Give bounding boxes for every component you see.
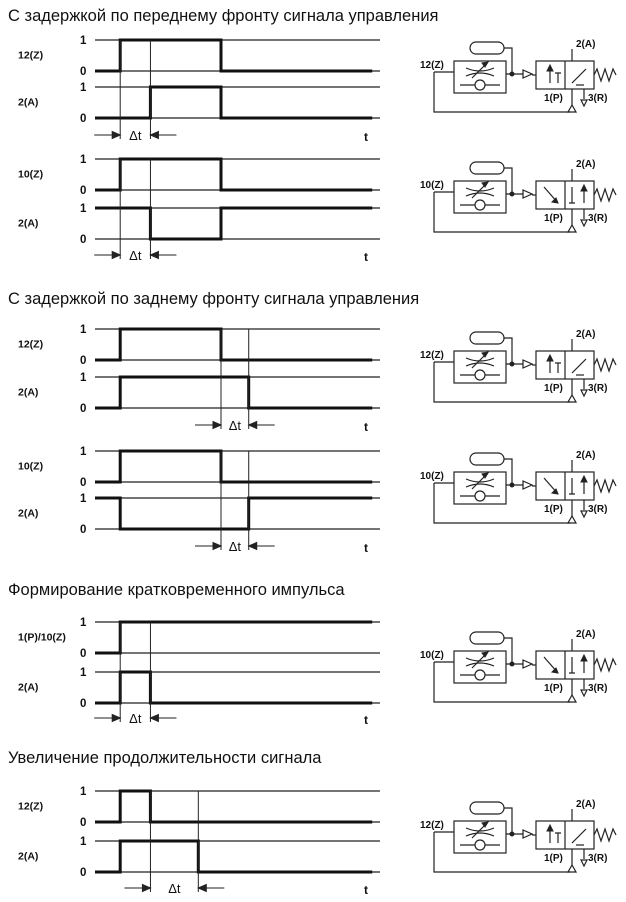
blocked-port-icon bbox=[555, 363, 561, 373]
pilot-port-label: 10(Z) bbox=[420, 650, 444, 661]
level-zero-label: 0 bbox=[80, 698, 87, 710]
delay-annotation bbox=[124, 791, 368, 897]
control-signal bbox=[18, 324, 380, 367]
throttle-block bbox=[454, 472, 506, 504]
section-trailing-edge-delay bbox=[8, 290, 616, 555]
section-title: Формирование кратковременного импульса bbox=[8, 581, 345, 599]
check-valve-icon bbox=[475, 370, 485, 380]
pilot-port-label: 12(Z) bbox=[420, 350, 444, 361]
check-valve-icon bbox=[475, 840, 485, 850]
signal-label: 1(P)/10(Z) bbox=[18, 631, 66, 644]
air-reservoir-icon bbox=[470, 332, 504, 344]
arrow-left-head bbox=[112, 132, 120, 139]
level-one-label: 1 bbox=[80, 35, 87, 47]
junction-dot bbox=[510, 362, 514, 366]
level-zero-label: 0 bbox=[80, 817, 87, 829]
time-axis-label: t bbox=[364, 250, 368, 264]
exhaust-icon bbox=[581, 860, 587, 866]
control-signal bbox=[18, 446, 380, 489]
supply-port-label: 1(P) bbox=[544, 683, 563, 694]
throttle-block bbox=[454, 61, 506, 93]
delay-annotation bbox=[94, 40, 368, 144]
output-port-label: 2(A) bbox=[576, 629, 596, 640]
level-one-label: 1 bbox=[80, 667, 87, 679]
arrow-left-head bbox=[112, 252, 120, 259]
delay-annotation bbox=[195, 329, 368, 434]
time-axis-label: t bbox=[364, 713, 368, 727]
supply-source-icon bbox=[568, 395, 576, 402]
adjust-arrow-head bbox=[482, 352, 488, 357]
check-valve-icon bbox=[475, 200, 485, 210]
diagonal-flow-path bbox=[572, 829, 586, 843]
time-axis-label: t bbox=[364, 883, 368, 897]
pneumatic-valve-schematic bbox=[420, 799, 616, 872]
air-reservoir-icon bbox=[470, 162, 504, 174]
throttle-curve bbox=[466, 363, 494, 366]
signal-label: 2(A) bbox=[18, 386, 39, 399]
timing-group bbox=[18, 35, 616, 144]
level-zero-label: 0 bbox=[80, 66, 87, 78]
waveform bbox=[95, 87, 372, 118]
control-signal bbox=[18, 786, 380, 829]
flow-arrow-icon bbox=[523, 360, 532, 368]
waveform bbox=[95, 329, 372, 360]
supply-source-icon bbox=[568, 695, 576, 702]
diagonal-flow-path bbox=[572, 69, 586, 83]
blocked-port-icon bbox=[569, 478, 575, 494]
throttle-block bbox=[454, 651, 506, 683]
exhaust-icon bbox=[581, 100, 587, 106]
exhaust-port-label: 3(R) bbox=[588, 683, 608, 694]
level-zero-label: 0 bbox=[80, 234, 87, 246]
level-zero-label: 0 bbox=[80, 355, 87, 367]
level-zero-label: 0 bbox=[80, 403, 87, 415]
output-port-label: 2(A) bbox=[576, 159, 596, 170]
time-axis-label: t bbox=[364, 420, 368, 434]
waveform bbox=[95, 451, 372, 482]
level-zero-label: 0 bbox=[80, 867, 87, 879]
output-signal bbox=[18, 667, 380, 710]
level-one-label: 1 bbox=[80, 493, 87, 505]
pilot-port-label: 12(Z) bbox=[420, 60, 444, 71]
signal-label: 2(A) bbox=[18, 507, 39, 520]
junction-dot bbox=[510, 662, 514, 666]
delta-t-label: Δt bbox=[129, 128, 142, 143]
timing-group bbox=[18, 154, 616, 264]
output-signal bbox=[18, 203, 380, 246]
output-signal bbox=[18, 82, 380, 125]
signal-label: 12(Z) bbox=[18, 49, 44, 62]
timing-group bbox=[18, 446, 616, 555]
supply-port-label: 1(P) bbox=[544, 213, 563, 224]
waveform bbox=[95, 498, 372, 529]
section-signal-extension bbox=[8, 749, 616, 897]
section-title: С задержкой по переднему фронту сигнала управления bbox=[8, 7, 439, 25]
output-port-label: 2(A) bbox=[576, 329, 596, 340]
pneumatic-valve-schematic bbox=[420, 450, 616, 523]
junction-dot bbox=[510, 483, 514, 487]
flow-direction-icon bbox=[547, 825, 553, 831]
diagonal-flow-path bbox=[572, 359, 586, 373]
level-one-label: 1 bbox=[80, 446, 87, 458]
timing-group bbox=[18, 617, 616, 727]
output-port-label: 2(A) bbox=[576, 39, 596, 50]
signal-label: 10(Z) bbox=[18, 168, 44, 181]
arrow-right-head bbox=[150, 132, 158, 139]
output-port-label: 2(A) bbox=[576, 799, 596, 810]
timing-group bbox=[18, 786, 616, 897]
exhaust-port-label: 3(R) bbox=[588, 93, 608, 104]
spring-icon bbox=[594, 659, 616, 671]
adjust-arrow-head bbox=[482, 182, 488, 187]
air-reservoir-icon bbox=[470, 632, 504, 644]
pneumatic-valve-schematic bbox=[420, 329, 616, 402]
junction-dot bbox=[510, 192, 514, 196]
arrow-left-head bbox=[142, 885, 150, 892]
air-reservoir-icon bbox=[470, 42, 504, 54]
level-one-label: 1 bbox=[80, 786, 87, 798]
arrow-right-head bbox=[150, 252, 158, 259]
adjust-arrow-head bbox=[482, 62, 488, 67]
blocked-port-icon bbox=[569, 657, 575, 673]
throttle-block bbox=[454, 351, 506, 383]
flow-direction-icon bbox=[552, 198, 558, 203]
output-signal bbox=[18, 372, 380, 415]
level-one-label: 1 bbox=[80, 372, 87, 384]
flow-arrow-icon bbox=[523, 481, 532, 489]
exhaust-icon bbox=[581, 690, 587, 696]
delay-annotation bbox=[94, 622, 368, 727]
flow-arrow-icon bbox=[523, 660, 532, 668]
control-signal bbox=[18, 35, 380, 78]
pilot-port-label: 12(Z) bbox=[420, 820, 444, 831]
supply-port-label: 1(P) bbox=[544, 853, 563, 864]
supply-port-label: 1(P) bbox=[544, 504, 563, 515]
arrow-right-head bbox=[249, 543, 257, 550]
level-one-label: 1 bbox=[80, 203, 87, 215]
level-one-label: 1 bbox=[80, 324, 87, 336]
supply-port-label: 1(P) bbox=[544, 93, 563, 104]
adjust-arrow-head bbox=[482, 652, 488, 657]
spring-icon bbox=[594, 359, 616, 371]
section-leading-edge-delay bbox=[8, 7, 616, 264]
spring-icon bbox=[594, 69, 616, 81]
waveform bbox=[95, 377, 372, 408]
control-signal bbox=[18, 617, 380, 660]
adjust-arrow-head bbox=[482, 822, 488, 827]
supply-source-icon bbox=[568, 225, 576, 232]
waveform bbox=[95, 40, 372, 71]
arrow-left-head bbox=[213, 543, 221, 550]
level-zero-label: 0 bbox=[80, 648, 87, 660]
delta-t-label: Δt bbox=[228, 539, 242, 554]
blocked-port-icon bbox=[555, 833, 561, 843]
exhaust-port-label: 3(R) bbox=[588, 383, 608, 394]
pneumatic-valve-schematic bbox=[420, 629, 616, 702]
exhaust-icon bbox=[581, 511, 587, 517]
flow-direction-icon bbox=[581, 185, 587, 191]
time-axis-label: t bbox=[364, 130, 368, 144]
waveform bbox=[95, 208, 372, 239]
check-valve-icon bbox=[475, 80, 485, 90]
flow-arrow-icon bbox=[523, 70, 532, 78]
throttle-curve bbox=[466, 833, 494, 836]
control-signal bbox=[18, 154, 380, 197]
flow-arrow-icon bbox=[523, 830, 532, 838]
delta-t-label: Δt bbox=[129, 248, 142, 263]
flow-direction-icon bbox=[547, 65, 553, 71]
output-signal bbox=[18, 493, 380, 536]
spring-icon bbox=[594, 189, 616, 201]
arrow-left-head bbox=[112, 715, 120, 722]
output-signal bbox=[18, 836, 380, 879]
level-zero-label: 0 bbox=[80, 524, 87, 536]
junction-dot bbox=[510, 832, 514, 836]
check-valve-icon bbox=[475, 491, 485, 501]
delay-annotation bbox=[94, 159, 368, 264]
pneumatic-valve-schematic bbox=[420, 39, 616, 112]
throttle-curve bbox=[466, 73, 494, 76]
throttle-block bbox=[454, 181, 506, 213]
adjust-arrow-head bbox=[482, 473, 488, 478]
arrow-right-head bbox=[198, 885, 206, 892]
pneumatic-valve-schematic bbox=[420, 159, 616, 232]
throttle-curve bbox=[466, 663, 494, 666]
delta-t-label: Δt bbox=[228, 418, 242, 433]
exhaust-port-label: 3(R) bbox=[588, 853, 608, 864]
output-port-label: 2(A) bbox=[576, 450, 596, 461]
blocked-port-icon bbox=[569, 187, 575, 203]
flow-direction-icon bbox=[552, 668, 558, 673]
arrow-left-head bbox=[213, 422, 221, 429]
spring-icon bbox=[594, 480, 616, 492]
flow-direction-icon bbox=[581, 655, 587, 661]
waveform bbox=[95, 159, 372, 190]
supply-source-icon bbox=[568, 865, 576, 872]
section-title: Увеличение продолжительности сигнала bbox=[8, 749, 322, 767]
level-one-label: 1 bbox=[80, 617, 87, 629]
supply-source-icon bbox=[568, 516, 576, 523]
signal-label: 2(A) bbox=[18, 850, 39, 863]
delta-t-label: Δt bbox=[168, 881, 181, 896]
level-one-label: 1 bbox=[80, 836, 87, 848]
supply-source-icon bbox=[568, 105, 576, 112]
waveform bbox=[95, 841, 372, 872]
level-one-label: 1 bbox=[80, 82, 87, 94]
delta-t-label: Δt bbox=[129, 711, 142, 726]
flow-arrow-icon bbox=[523, 190, 532, 198]
throttle-curve bbox=[466, 193, 494, 196]
signal-label: 2(A) bbox=[18, 217, 39, 230]
arrow-right-head bbox=[249, 422, 257, 429]
flow-direction-icon bbox=[581, 476, 587, 482]
pilot-port-label: 10(Z) bbox=[420, 180, 444, 191]
check-valve-icon bbox=[475, 670, 485, 680]
signal-label: 2(A) bbox=[18, 96, 39, 109]
waveform bbox=[95, 622, 372, 653]
delay-annotation bbox=[195, 451, 368, 555]
level-zero-label: 0 bbox=[80, 113, 87, 125]
signal-label: 12(Z) bbox=[18, 800, 44, 813]
level-zero-label: 0 bbox=[80, 185, 87, 197]
waveform bbox=[95, 672, 372, 703]
time-axis-label: t bbox=[364, 541, 368, 555]
exhaust-icon bbox=[581, 390, 587, 396]
spring-icon bbox=[594, 829, 616, 841]
flow-direction-icon bbox=[552, 489, 558, 494]
waveform bbox=[95, 791, 372, 822]
timing-group bbox=[18, 324, 616, 434]
pilot-port-label: 10(Z) bbox=[420, 471, 444, 482]
arrow-right-head bbox=[150, 715, 158, 722]
air-reservoir-icon bbox=[470, 802, 504, 814]
section-short-pulse bbox=[8, 581, 616, 727]
throttle-block bbox=[454, 821, 506, 853]
section-title: С задержкой по заднему фронту сигнала управления bbox=[8, 290, 420, 308]
junction-dot bbox=[510, 72, 514, 76]
signal-label: 10(Z) bbox=[18, 460, 44, 473]
level-one-label: 1 bbox=[80, 154, 87, 166]
exhaust-icon bbox=[581, 220, 587, 226]
signal-label: 12(Z) bbox=[18, 338, 44, 351]
air-reservoir-icon bbox=[470, 453, 504, 465]
exhaust-port-label: 3(R) bbox=[588, 213, 608, 224]
throttle-curve bbox=[466, 484, 494, 487]
supply-port-label: 1(P) bbox=[544, 383, 563, 394]
flow-direction-icon bbox=[547, 355, 553, 361]
level-zero-label: 0 bbox=[80, 477, 87, 489]
exhaust-port-label: 3(R) bbox=[588, 504, 608, 515]
blocked-port-icon bbox=[555, 73, 561, 83]
signal-label: 2(A) bbox=[18, 681, 39, 694]
